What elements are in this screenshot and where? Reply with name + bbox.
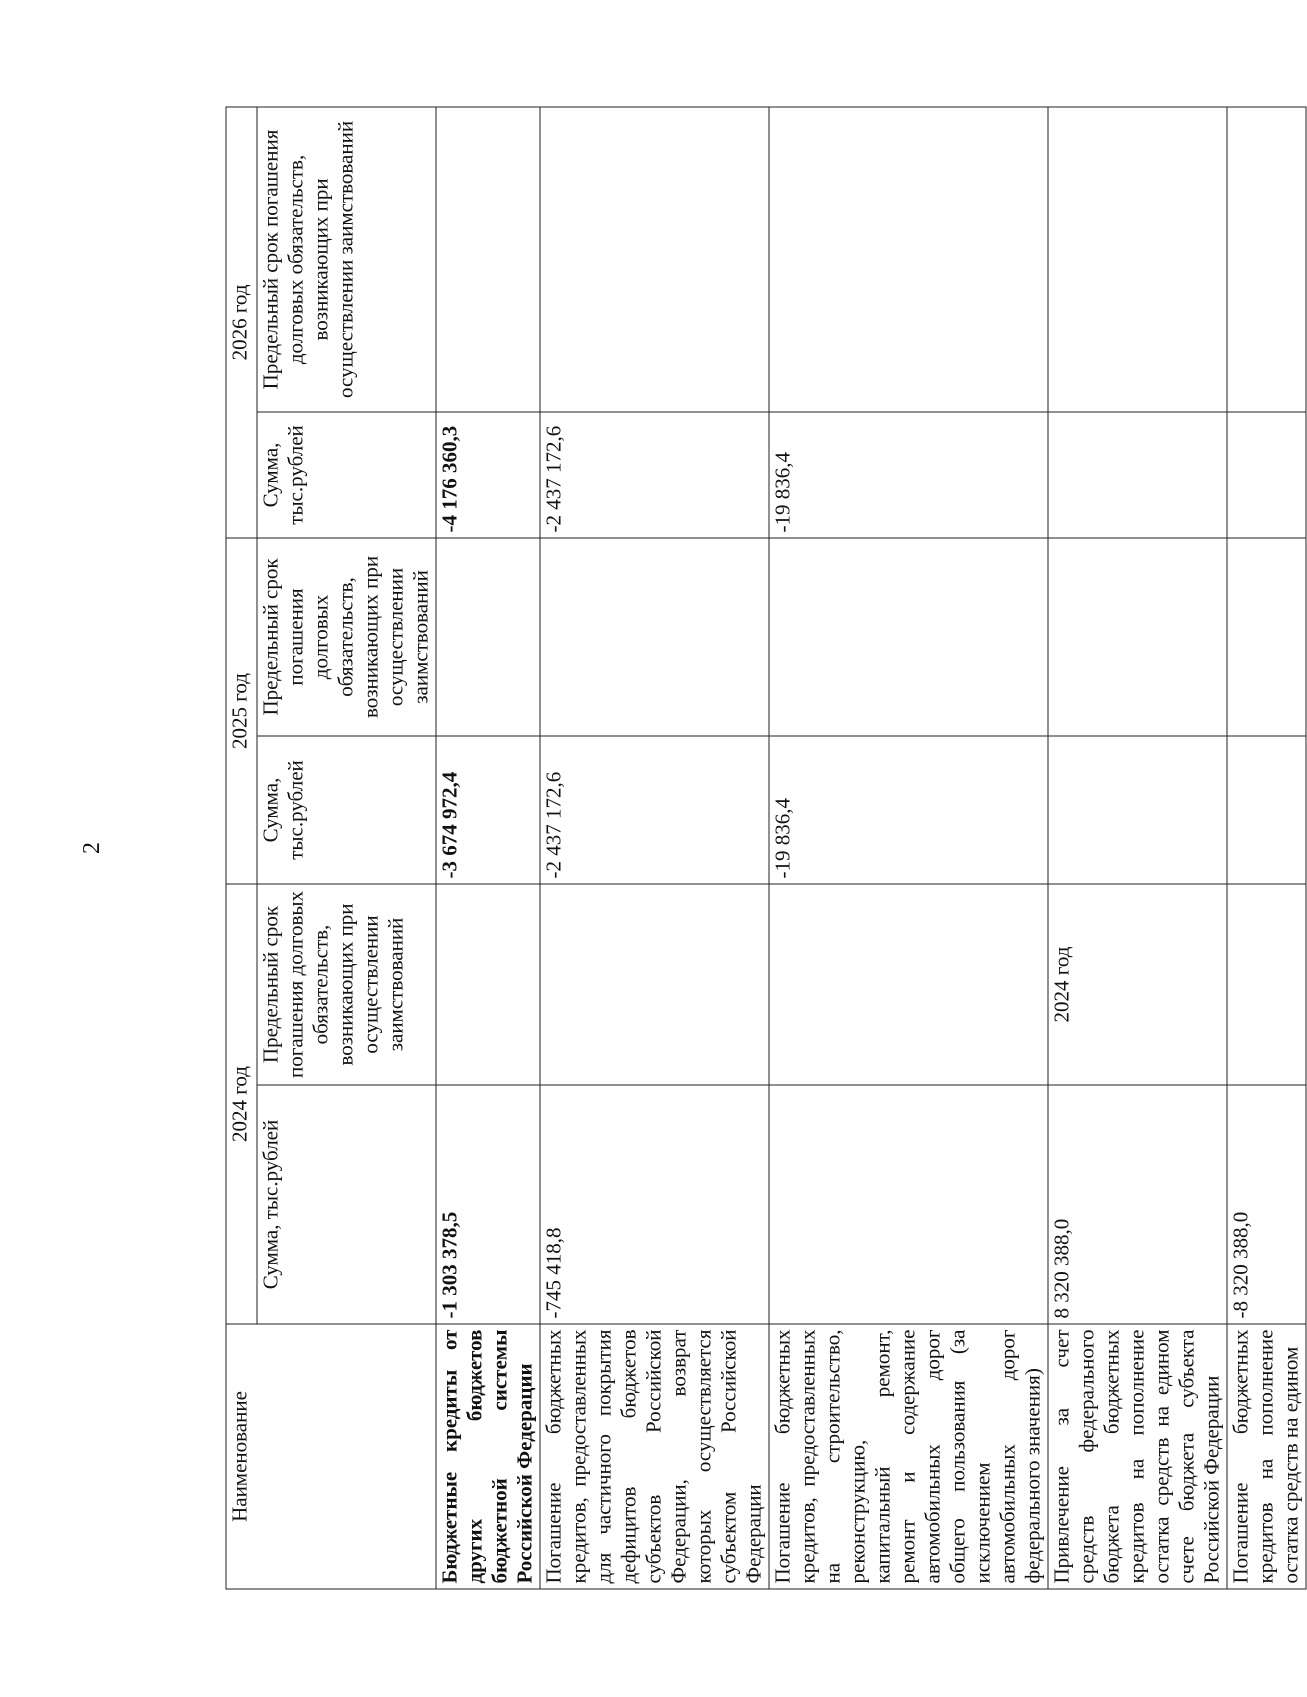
- term-2025: [769, 538, 1048, 736]
- page-number: 2: [79, 842, 105, 854]
- term-2026: [1227, 107, 1306, 412]
- term-2024: 2024 год: [1048, 884, 1227, 1085]
- term-2025: [436, 538, 540, 736]
- sum-2025: -19 836,4: [769, 736, 1048, 884]
- sum-header-2024: Сумма, тыс.рублей: [257, 1085, 436, 1324]
- sum-2026: -19 836,4: [769, 412, 1048, 538]
- row-name: Погашение бюджетных кредитов, предоставленных на строительство, реконструкцию, капитальный ремонт, ремонт и содержание автомобильных дорог общего пользования (за исключением автомобильных дорог федерального значения): [769, 1324, 1048, 1589]
- year-2024-header: 2024 год: [226, 884, 257, 1324]
- term-2024: [769, 884, 1048, 1085]
- year-2025-header: 2025 год: [226, 538, 257, 884]
- sum-2026: [1227, 412, 1306, 538]
- borrowing-table: [226, 106, 1307, 1589]
- sum-2026: [1048, 412, 1227, 538]
- header-row-years: [226, 107, 257, 1589]
- sum-2026: -2 437 172,6: [540, 412, 769, 538]
- term-2025: [1227, 538, 1306, 736]
- term-2024: [1227, 884, 1306, 1085]
- term-header-2024: Предельный срок погашения долговых обязательств, возникающих при осуществлении заимствований: [257, 884, 436, 1085]
- sum-2026: -4 176 360,3: [436, 412, 540, 538]
- year-2026-header: 2026 год: [226, 107, 257, 538]
- sum-2025: -3 674 972,4: [436, 736, 540, 884]
- row-name: Погашение бюджетных кредитов на пополнение остатка средств на едином: [1227, 1324, 1306, 1589]
- table-row: [1048, 107, 1227, 1589]
- row-name: Привлечение за счет средств федерального бюджета бюджетных кредитов на пополнение остатка средств на едином счете бюджета субъекта Российской Федерации: [1048, 1324, 1227, 1589]
- term-2026: [1048, 107, 1227, 412]
- sum-2025: [1227, 736, 1306, 884]
- term-2026: [540, 107, 769, 412]
- table-row: [540, 107, 769, 1589]
- sum-header-2026: Сумма, тыс.рублей: [257, 412, 436, 538]
- sum-2025: [1048, 736, 1227, 884]
- term-2025: [1048, 538, 1227, 736]
- term-2025: [540, 538, 769, 736]
- sum-2024: [769, 1085, 1048, 1324]
- term-header-2025: Предельный срок погашения долговых обязательств, возникающих при осуществлении заимствований: [257, 538, 436, 736]
- row-name: Погашение бюджетных кредитов, предоставленных для частичного покрытия дефицитов бюджетов субъектов Российской Федерации, возврат которых осуществляется субъектом Российской Федерации: [540, 1324, 769, 1589]
- term-2024: [436, 884, 540, 1085]
- sum-2024: -1 303 378,5: [436, 1085, 540, 1324]
- row-name: Бюджетные кредиты от других бюджетов бюджетной системы Российской Федерации: [436, 1324, 540, 1589]
- name-column-header: Наименование: [226, 1324, 436, 1589]
- sum-2024: 8 320 388,0: [1048, 1085, 1227, 1324]
- term-2026: [436, 107, 540, 412]
- table-row: [436, 107, 540, 1589]
- term-header-2026: Предельный срок погашения долговых обязательств, возникающих при осуществлении заимствований: [257, 107, 436, 412]
- table-row: [769, 107, 1048, 1589]
- term-2024: [540, 884, 769, 1085]
- sum-header-2025: Сумма, тыс.рублей: [257, 736, 436, 884]
- term-2026: [769, 107, 1048, 412]
- sum-2024: -745 418,8: [540, 1085, 769, 1324]
- sum-2024: -8 320 388,0: [1227, 1085, 1306, 1324]
- sum-2025: -2 437 172,6: [540, 736, 769, 884]
- table-row: [1227, 107, 1306, 1589]
